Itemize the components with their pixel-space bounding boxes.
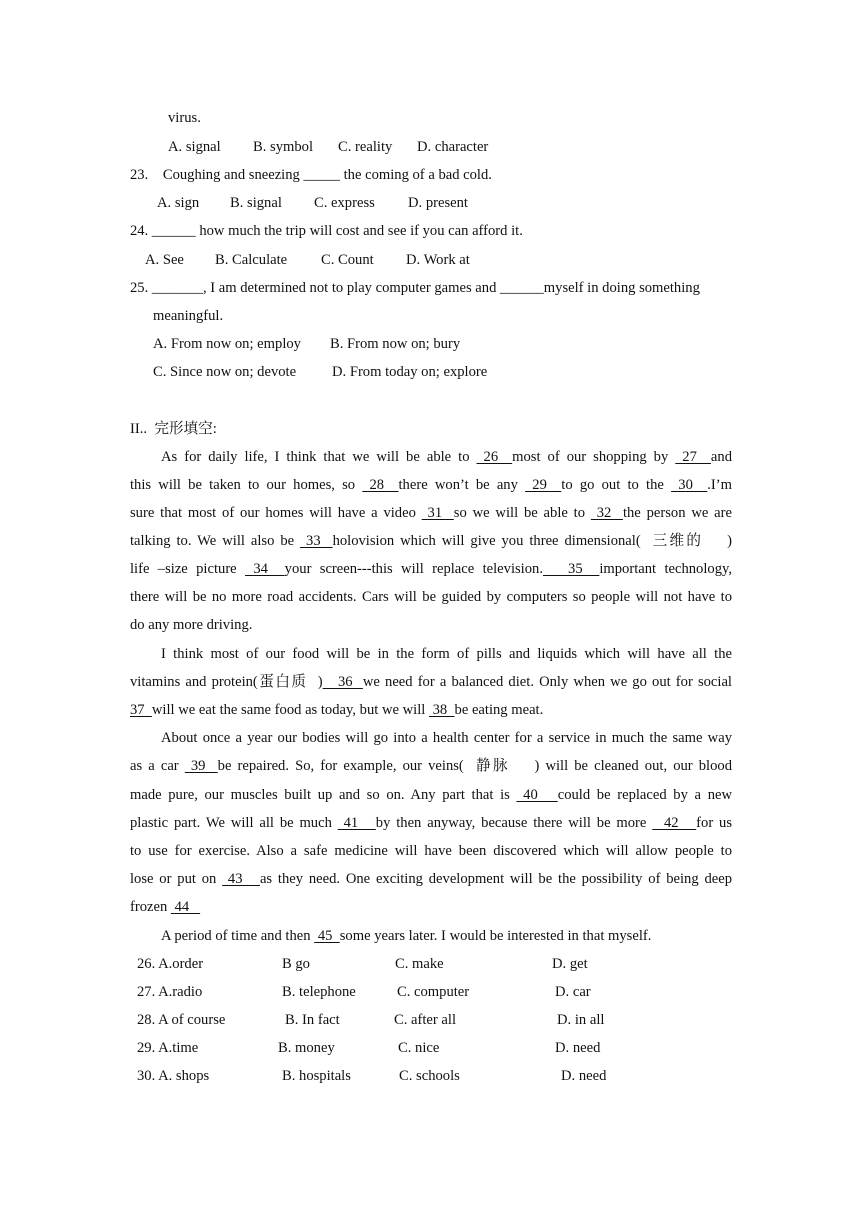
- p1-line-3: sure that most of our homes will have a video 31 so we will be able to 32 the person we are: [130, 505, 732, 521]
- p3-line-4: plastic part. We will all be much 41 by then anyway, because there will be more 42 for us: [130, 815, 733, 831]
- q28-option-a: 28. A of course: [137, 1012, 226, 1028]
- blank-41: 41: [337, 815, 376, 831]
- q22-option-a: A. signal: [168, 139, 221, 155]
- blank-38: 38: [428, 702, 455, 718]
- blank-40: 40: [516, 787, 558, 803]
- p3-line-7: frozen 44: [130, 899, 201, 915]
- q28-option-d: D. in all: [557, 1012, 605, 1028]
- question-23: 23. Coughing and sneezing _____ the coming of a bad cold.: [130, 167, 492, 183]
- q29-option-c: C. nice: [398, 1040, 440, 1056]
- q30-option-a: 30. A. shops: [137, 1068, 210, 1084]
- q23-option-c: C. express: [314, 195, 375, 211]
- q29-option-a: 29. A.time: [137, 1040, 199, 1056]
- blank-42: 42: [652, 815, 697, 831]
- q25-option-a: A. From now on; employ: [153, 336, 301, 352]
- section-heading: II.. 完形填空:: [130, 421, 217, 437]
- question-24: 24. ______ how much the trip will cost and see if you can afford it.: [130, 223, 523, 239]
- p2-line-3: 37 will we eat the same food as today, but we will 38 be eating meat.: [130, 702, 544, 718]
- p4-line-1: A period of time and then 45 some years later. I would be interested in that myself.: [161, 928, 652, 944]
- q26-option-d: D. get: [552, 956, 588, 972]
- q23-option-b: B. signal: [230, 195, 282, 211]
- blank-39: 39: [184, 758, 218, 774]
- q30-option-b: B. hospitals: [282, 1068, 351, 1084]
- blank-27: 27: [675, 449, 711, 465]
- blank-35: 35: [542, 561, 600, 577]
- q28-option-c: C. after all: [394, 1012, 456, 1028]
- q22-option-d: D. character: [417, 139, 489, 155]
- q30-option-c: C. schools: [399, 1068, 460, 1084]
- q25-option-d: D. From today on; explore: [332, 364, 488, 380]
- p1-line-4: talking to. We will also be 33 holovision which will give you three dimensional( 三维的 ): [130, 533, 732, 549]
- p3-line-1: About once a year our bodies will go into a health center for a service in much the same way: [161, 730, 732, 746]
- q25-option-c: C. Since now on; devote: [153, 364, 297, 380]
- q26-option-a: 26. A.order: [137, 956, 204, 972]
- q29-option-b: B. money: [278, 1040, 335, 1056]
- p1-line-2: this will be taken to our homes, so 28 there won’t be any 29 to go out to the 30 .I’m: [130, 477, 733, 493]
- p1-line-7: do any more driving.: [130, 617, 253, 633]
- q24-option-a: A. See: [145, 252, 184, 268]
- blank-29: 29: [525, 477, 562, 493]
- q22-tail: virus.: [168, 110, 201, 126]
- blank-43: 43: [222, 871, 260, 887]
- q29-option-d: D. need: [555, 1040, 601, 1056]
- blank-30: 30: [671, 477, 708, 493]
- p2-line-2: vitamins and protein(蛋白质 ) 36 we need for a balanced diet. Only when we go out for social: [130, 674, 732, 690]
- q23-option-d: D. present: [408, 195, 468, 211]
- q23-option-a: A. sign: [157, 195, 200, 211]
- p1-line-5: life –size picture 34 your screen---this will replace television. 35 important technology,: [130, 561, 732, 577]
- blank-31: 31: [421, 505, 454, 521]
- blank-45: 45: [314, 928, 340, 944]
- blank-37: 37: [130, 702, 152, 718]
- q27-option-a: 27. A.radio: [137, 984, 203, 1000]
- q26-option-c: C. make: [395, 956, 444, 972]
- p3-line-2: as a car 39 be repaired. So, for example, our veins( 静脉 ) will be cleaned out, our blood: [130, 758, 732, 774]
- q24-option-d: D. Work at: [406, 252, 470, 268]
- blank-44: 44: [170, 899, 201, 915]
- blank-36: 36: [322, 674, 363, 690]
- q27-option-c: C. computer: [397, 984, 470, 1000]
- q24-option-c: C. Count: [321, 252, 374, 268]
- q22-option-c: C. reality: [338, 139, 393, 155]
- blank-28: 28: [362, 477, 399, 493]
- q27-option-d: D. car: [555, 984, 591, 1000]
- q30-option-d: D. need: [561, 1068, 607, 1084]
- blank-32: 32: [590, 505, 623, 521]
- p2-line-1: I think most of our food will be in the form of pills and liquids which will have all the: [161, 646, 732, 662]
- question-25: 25. _______, I am determined not to play computer games and ______myself in doing something: [130, 280, 700, 296]
- q24-option-b: B. Calculate: [215, 252, 288, 268]
- blank-33: 33: [300, 533, 333, 549]
- p3-line-3: made pure, our muscles built up and so on. Any part that is 40 could be replaced by a new: [130, 787, 733, 803]
- p1-line-6: there will be no more road accidents. Cars will be guided by computers so people will not have to: [130, 589, 732, 605]
- question-25-cont: meaningful.: [153, 308, 224, 324]
- q26-option-b: B go: [282, 956, 310, 972]
- blank-26: 26: [476, 449, 513, 465]
- p3-line-5: to use for exercise. Also a safe medicine will have been discovered which will allow people to: [130, 843, 732, 859]
- q27-option-b: B. telephone: [282, 984, 356, 1000]
- blank-34: 34: [245, 561, 285, 577]
- q28-option-b: B. In fact: [285, 1012, 340, 1028]
- q25-option-b: B. From now on; bury: [330, 336, 461, 352]
- q22-option-b: B. symbol: [253, 139, 314, 155]
- p1-line-1: As for daily life, I think that we will be able to 26 most of our shopping by 27 and: [161, 449, 732, 465]
- p3-line-6: lose or put on 43 as they need. One exciting development will be the possibility of being deep: [130, 871, 732, 887]
